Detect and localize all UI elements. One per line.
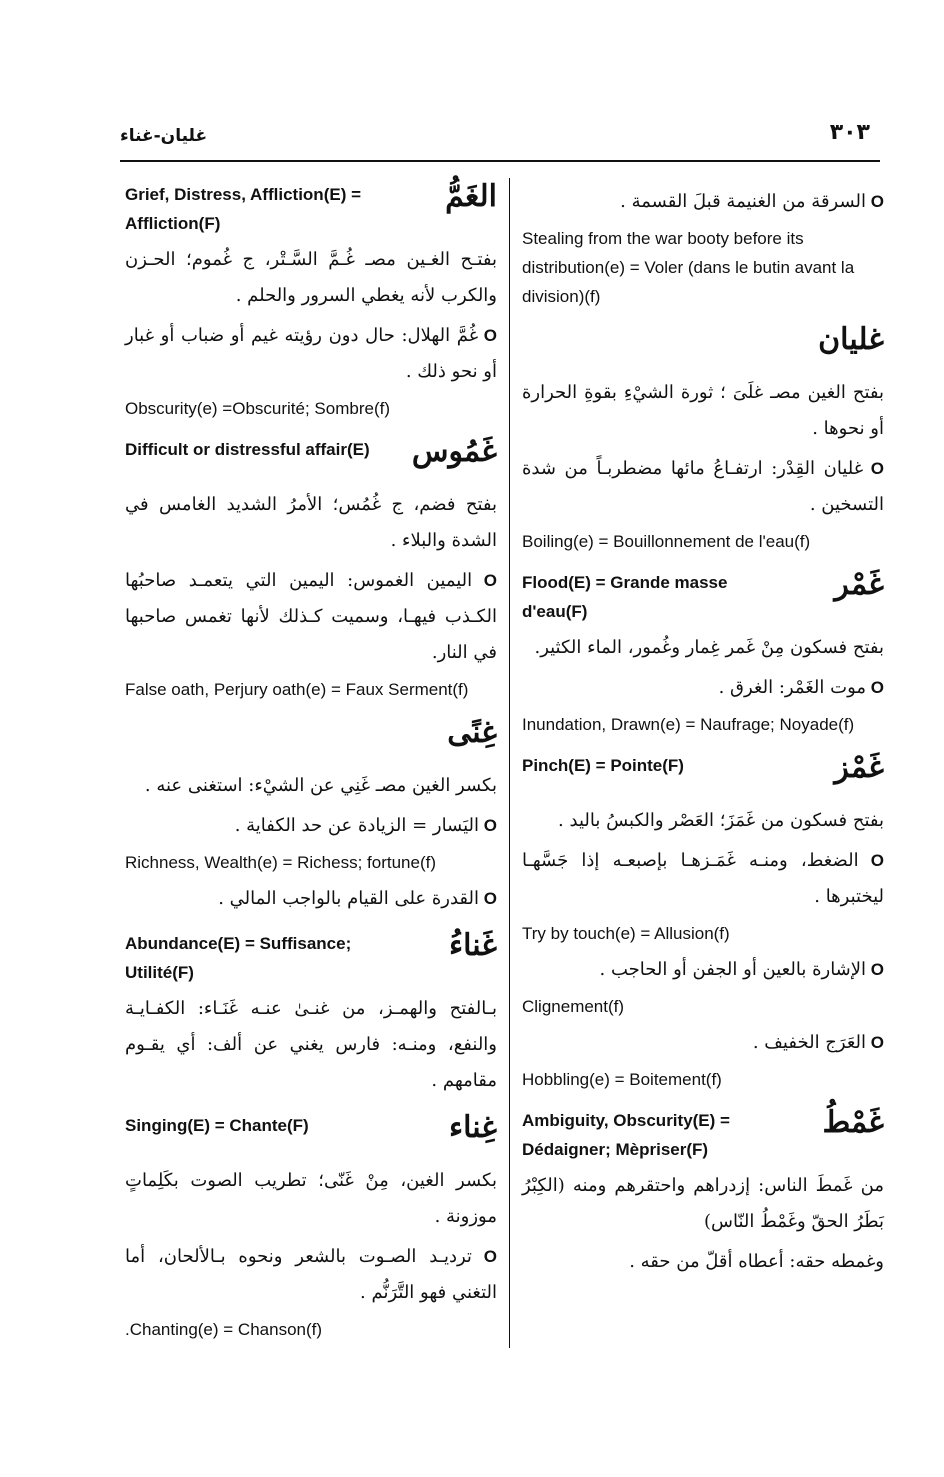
entry-heading [522, 751, 884, 799]
dictionary-entry [125, 180, 497, 423]
translation-line: False oath, Perjury oath(e) = Faux Serment(f) [125, 680, 469, 699]
dictionary-entry [125, 929, 497, 1099]
definition-paragraph: بفتـح الغـين مصـ غُـمَّ السَّـتْر، ج غُموم؛ الحـزن والكرب لأنه يغطي السرور والحلم . [125, 249, 497, 306]
definition-paragraph: O غليان القِدْر: ارتفـاعُ مائها مضطربـاً من شدة التسخين . [522, 451, 884, 523]
definition-paragraph: O غُمَّ الهلال: حال دون رؤيته غيم أو ضباب أو غبار أو نحو ذلك . [125, 318, 497, 390]
dictionary-entry [522, 323, 884, 556]
dictionary-entry [125, 1111, 497, 1344]
headword-gloss: Abundance(E) = Suffisance; Utilité(F) [125, 934, 352, 982]
definition-paragraph: بفتح فضم، ج غُمُس؛ الأمرُ الشديد الغامس في الشدة والبلاء . [125, 494, 497, 551]
definition-paragraph: بكسر الغين، مِنْ غَنّى؛ تطريب الصوت بكَلِماتٍ موزونة . [125, 1170, 497, 1227]
headword: غَمْر [834, 567, 884, 602]
definition-paragraph: بـالفتح والهمـز، من غنـىٰ عنـه غَنَـاء: الكفـايـة والنفع، ومنـه: فارس يغني عن ألف: أي يقـوم مقامهم . [125, 998, 497, 1091]
page-header [120, 120, 880, 156]
headword: غِناء [449, 1110, 497, 1145]
headword: الغَمُّ [445, 179, 497, 214]
entry-heading [522, 323, 884, 371]
definition-paragraph: O السرقة من الغنيمة قبلَ القسمة . [522, 184, 884, 220]
headword-gloss: Ambiguity, Obscurity(E) = Dédaigner; Mèpriser(F) [522, 1111, 730, 1159]
page-number: ٣٠٣ [829, 120, 870, 145]
header-rule [120, 160, 880, 162]
definition-paragraph: O الضغط، ومنـه غَمَـزهـا بإصبعـه إذا جَسَّهـا ليختبرها . [522, 843, 884, 915]
translation-line: Obscurity(e) =Obscurité; Sombre(f) [125, 399, 390, 418]
dictionary-entry [522, 184, 884, 311]
translation-line: Hobbling(e) = Boitement(f) [522, 1070, 722, 1089]
entry-heading [125, 435, 497, 483]
headword-gloss: Flood(E) = Grande masse d'eau(F) [522, 573, 728, 621]
entry-heading [125, 929, 497, 987]
dictionary-entry [522, 1106, 884, 1280]
definition-paragraph: بفتح الغين مصـ غلَىَ ؛ ثورة الشيْءِ بقوةِ الحرارة أو نحوها . [522, 382, 884, 439]
entry-heading [125, 1111, 497, 1159]
headword: غِنًى [447, 715, 497, 750]
translation-line: Inundation, Drawn(e) = Naufrage; Noyade(f) [522, 715, 855, 734]
translation-line: Clignement(f) [522, 997, 625, 1016]
definition-paragraph: O العَرَج الخفيف . [522, 1025, 884, 1061]
definition-paragraph: من غَمطَ الناس: إزدراهم واحتقرهم ومنه (الكِبْرُ بَطَرُ الحقّ وغَمْطُ النّاس) [522, 1175, 884, 1232]
definition-paragraph: O الإشارة بالعين أو الجفن أو الحاجب . [522, 952, 884, 988]
translation-line: .Chanting(e) = Chanson(f) [125, 1320, 323, 1339]
entry-heading [522, 568, 884, 626]
translation-line: Boiling(e) = Bouillonnement de l'eau(f) [522, 532, 811, 551]
headword: غَمْطُ [822, 1105, 884, 1140]
definition-paragraph: وغمطه حقه: أعطاه أقلّ من حقه . [629, 1251, 884, 1272]
translation-line: Richness, Wealth(e) = Richess; fortune(f) [125, 853, 436, 872]
entry-heading [125, 716, 497, 764]
headword-gloss: Difficult or distressful affair(E) [125, 440, 370, 459]
headword: غَمْز [834, 750, 884, 785]
dictionary-entry [522, 751, 884, 1094]
headword: غَناءُ [449, 928, 497, 963]
headword-gloss: Singing(E) = Chante(F) [125, 1116, 309, 1135]
entry-heading [522, 1106, 884, 1164]
definition-paragraph: بكسر الغين مصـ غَنِي عن الشيْء: استغنى عنه . [144, 775, 497, 796]
dictionary-entry [522, 568, 884, 739]
definition-paragraph: O ترديـد الصـوت بالشعر ونحوه بـالألحان، أما التغني فهو التَّرَنُّم . [125, 1239, 497, 1311]
definition-paragraph: بفتح فسكون مِنْ غَمر غِمار وغُمور، الماء الكثير. [534, 637, 884, 658]
definition-paragraph: O موت الغَمْر: الغرق . [522, 670, 884, 706]
headword: غَمُوس [411, 434, 497, 469]
column-divider [509, 178, 510, 1348]
entry-heading [125, 180, 497, 238]
dictionary-entry [125, 435, 497, 704]
headword-gloss: Grief, Distress, Affliction(E) = Affliction(F) [125, 185, 361, 233]
headword: غليان [818, 322, 884, 357]
definition-paragraph: O القدرة على القيام بالواجب المالي . [125, 881, 497, 917]
definition-paragraph: O اليمين الغموس: اليمين التي يتعمـد صاحبُها الكـذب فيهـا، وسميت كـذلك لأنها تغمس صاحبها في النار. [125, 563, 497, 671]
running-title: غليان-غناء [120, 126, 208, 146]
dictionary-entry [125, 716, 497, 917]
right-column [522, 180, 884, 1292]
translation-line: Try by touch(e) = Allusion(f) [522, 924, 730, 943]
definition-paragraph: بفتح فسكون من غَمَزَ؛ العَصْر والكبسُ باليد . [558, 810, 884, 831]
left-column [125, 180, 497, 1356]
headword-gloss: Pinch(E) = Pointe(F) [522, 756, 684, 775]
definition-paragraph: O اليَسار = الزيادة عن حد الكفاية . [125, 808, 497, 844]
translation-line: Stealing from the war booty before its distribution(e) = Voler (dans le butin avant la division)(f) [522, 229, 855, 306]
